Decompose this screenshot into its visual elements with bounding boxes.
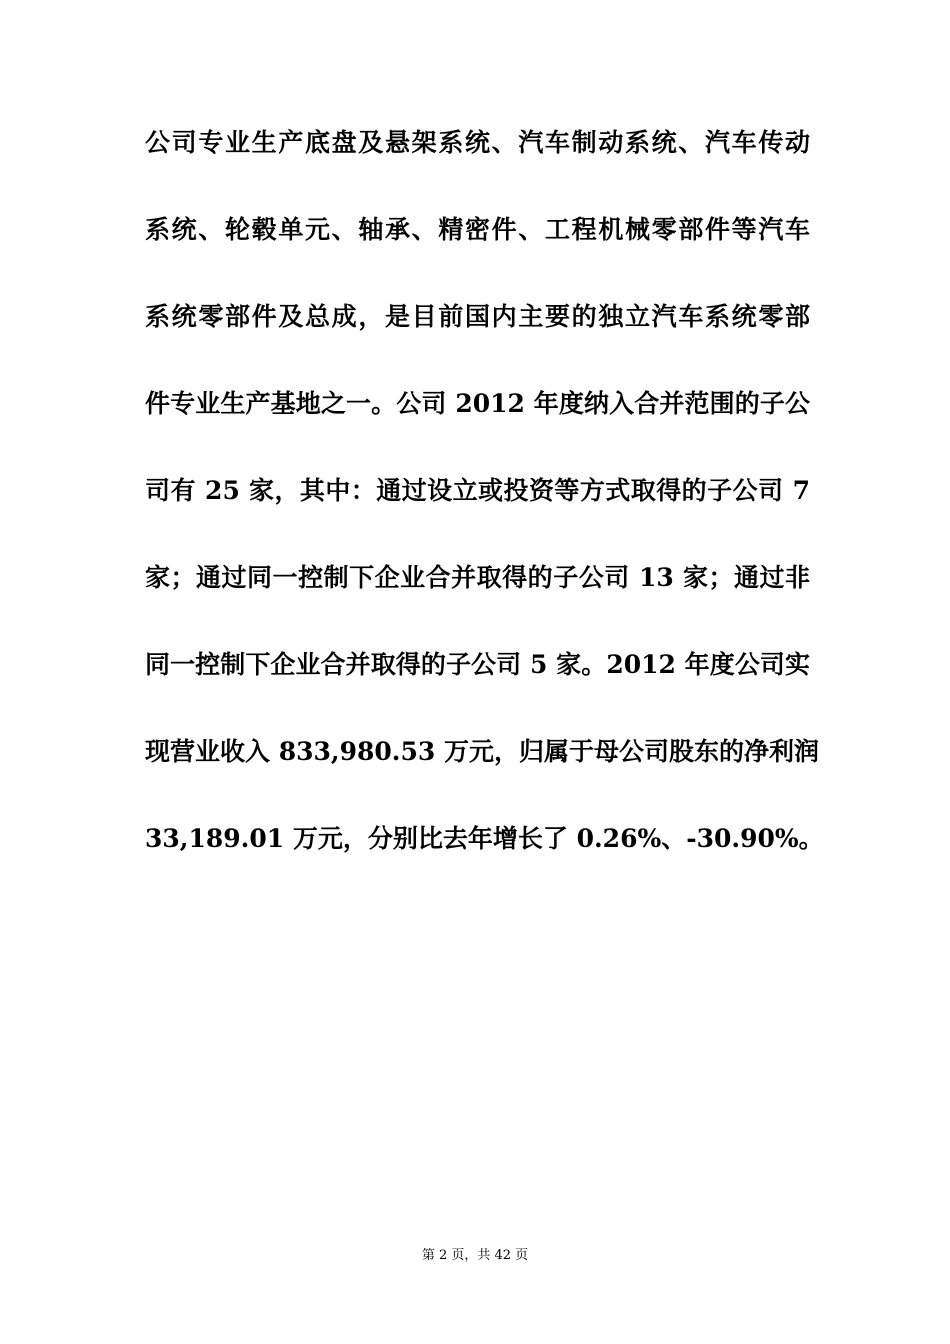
paragraph-line-7: 同一控制下企业合并取得的子公司 5 家。2012 年度公司实	[145, 650, 810, 679]
paragraph-line-6: 家；通过同一控制下企业合并取得的子公司 13 家；通过非	[145, 563, 810, 592]
paragraph-line-3: 系统零部件及总成，是目前国内主要的独立汽车系统零部	[145, 302, 810, 331]
paragraph-line-2: 系统、轮毂单元、轴承、精密件、工程机械零部件等汽车	[145, 215, 810, 244]
paragraph-line-4: 件专业生产基地之一。公司 2012 年度纳入合并范围的子公	[145, 389, 810, 418]
page-number-footer: 第 2 页，共 42 页	[421, 1248, 529, 1263]
paragraph-line-8: 现营业收入 833,980.53 万元，归属于母公司股东的净利润	[145, 737, 819, 766]
paragraph-line-5: 司有 25 家，其中：通过设立或投资等方式取得的子公司 7	[145, 476, 810, 505]
body-paragraph	[145, 119, 824, 902]
paragraph-line-9: 33,189.01 万元，分别比去年增长了 0.26%、-30.90%。	[145, 824, 824, 853]
paragraph-line-1: 公司专业生产底盘及悬架系统、汽车制动系统、汽车传动	[145, 128, 810, 157]
